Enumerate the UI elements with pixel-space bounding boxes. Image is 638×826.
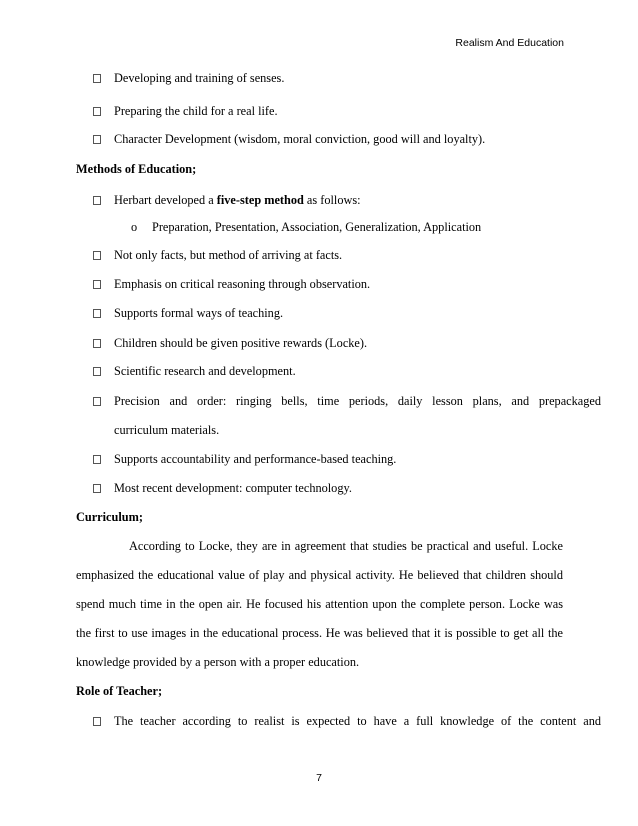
checkbox-bullet-icon: [93, 397, 101, 406]
emphasis-text: five-step method: [216, 193, 304, 207]
sub-bullet-marker: o: [131, 220, 138, 234]
paragraph-line: emphasized the educational value of play and physical activity. He believed that children should: [76, 568, 563, 582]
checkbox-bullet-icon: [93, 455, 101, 464]
list-item: Preparing the child for a real life.: [76, 103, 601, 120]
list-item: Precision and order: ringing bells, time periods, daily lesson plans, and prepackaged: [76, 393, 601, 410]
checkbox-bullet-icon: [93, 196, 101, 205]
checkbox-bullet-icon: [93, 367, 101, 376]
section-heading-curriculum: Curriculum;: [76, 510, 143, 524]
checkbox-bullet-icon: [93, 717, 101, 726]
checkbox-bullet-icon: [93, 107, 101, 116]
list-item: Developing and training of senses.: [76, 70, 601, 87]
checkbox-bullet-icon: [93, 339, 101, 348]
list-item: Scientific research and development.: [76, 363, 601, 380]
checkbox-bullet-icon: [93, 484, 101, 493]
checkbox-bullet-icon: [93, 251, 101, 260]
page-number: 7: [316, 772, 322, 784]
section-heading-role-of-teacher: Role of Teacher;: [76, 684, 163, 698]
list-item: Character Development (wisdom, moral conviction, good will and loyalty).: [76, 131, 601, 148]
list-item: Not only facts, but method of arriving at facts.: [76, 247, 601, 264]
checkbox-bullet-icon: [93, 280, 101, 289]
checkbox-bullet-icon: [93, 74, 101, 83]
paragraph-line: knowledge provided by a person with a proper education.: [76, 655, 360, 669]
paragraph-line: According to Locke, they are in agreement that studies be practical and useful. Locke: [129, 539, 563, 553]
list-item: Supports accountability and performance-based teaching.: [76, 451, 601, 468]
list-item: The teacher according to realist is expected to have a full knowledge of the content and: [76, 713, 601, 730]
list-item: Supports formal ways of teaching.: [76, 305, 601, 322]
list-item: Emphasis on critical reasoning through observation.: [76, 276, 601, 293]
paragraph-line: the first to use images in the educational process. He was believed that it is possible to get all the: [76, 626, 563, 640]
list-item: Children should be given positive rewards (Locke).: [76, 335, 601, 352]
list-item: Herbart developed a five-step method as follows:: [76, 192, 601, 209]
list-item-continuation: curriculum materials.: [114, 423, 220, 437]
section-heading-methods: Methods of Education;: [76, 162, 197, 176]
sub-list-item: o Preparation, Presentation, Association, Generalization, Application: [131, 220, 482, 234]
list-item: Most recent development: computer technology.: [76, 480, 601, 497]
running-header: Realism And Education: [455, 37, 564, 49]
checkbox-bullet-icon: [93, 135, 101, 144]
checkbox-bullet-icon: [93, 309, 101, 318]
paragraph-line: spend much time in the open air. He focused his attention upon the complete person. Locke was: [76, 597, 563, 611]
